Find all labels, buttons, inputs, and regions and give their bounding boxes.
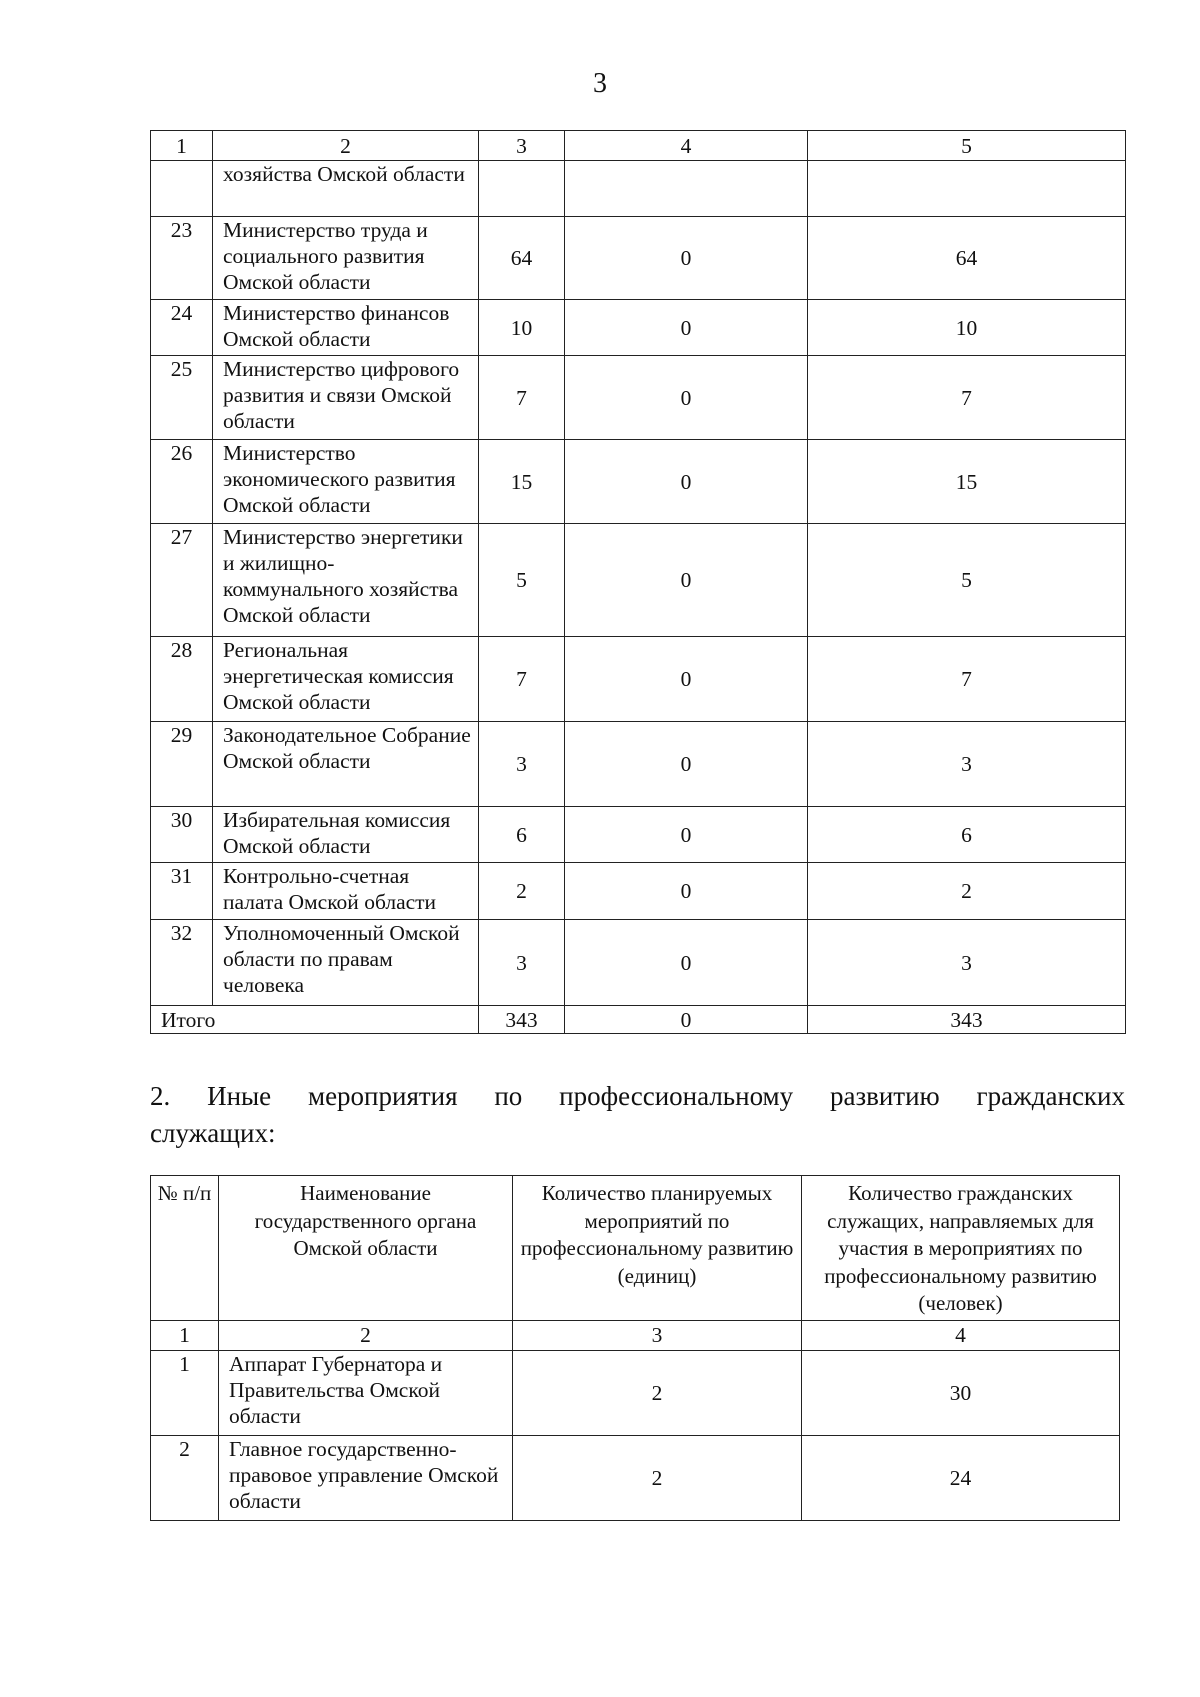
table-row: [151, 1350, 1120, 1435]
organ-name: Региональная энергетическая комиссия Омской области: [213, 637, 479, 722]
value-col4: 0: [565, 863, 808, 920]
value-col5: 64: [808, 217, 1126, 300]
column-number: 2: [219, 1320, 513, 1350]
column-number: 5: [808, 131, 1126, 161]
value-col5: 15: [808, 440, 1126, 524]
total-col3: 343: [479, 1006, 565, 1034]
table-row: [151, 356, 1126, 440]
table-row: [151, 807, 1126, 863]
column-number: 3: [513, 1320, 802, 1350]
value-col4: [565, 161, 808, 217]
column-number: 3: [479, 131, 565, 161]
row-number: 29: [151, 722, 213, 807]
row-number: 25: [151, 356, 213, 440]
organ-name: Аппарат Губернатора и Правительства Омской области: [219, 1350, 513, 1435]
organ-name: Уполномоченный Омской области по правам человека: [213, 920, 479, 1006]
value-col3: 15: [479, 440, 565, 524]
row-number: 2: [151, 1435, 219, 1520]
page-number: 3: [593, 68, 607, 99]
header-row: [151, 1176, 1120, 1321]
value-col4: 0: [565, 356, 808, 440]
row-number: 23: [151, 217, 213, 300]
value-col5: 7: [808, 356, 1126, 440]
total-col4: 0: [565, 1006, 808, 1034]
column-number-row: [151, 1320, 1120, 1350]
table-row: [151, 524, 1126, 637]
value-col4: 0: [565, 300, 808, 356]
table-row: [151, 217, 1126, 300]
organ-name: Министерство экономического развития Омской области: [213, 440, 479, 524]
value-col3: 6: [479, 807, 565, 863]
row-number: 26: [151, 440, 213, 524]
column-number: 4: [565, 131, 808, 161]
value-col4: 0: [565, 920, 808, 1006]
value-col4: 0: [565, 440, 808, 524]
header-organ-name: Наименование государственного органа Омской области: [219, 1176, 513, 1321]
value-col4: 0: [565, 722, 808, 807]
table-row: [151, 161, 1126, 217]
value-col5: 6: [808, 807, 1126, 863]
row-number: 1: [151, 1350, 219, 1435]
row-number: 32: [151, 920, 213, 1006]
row-number: 31: [151, 863, 213, 920]
row-number: 24: [151, 300, 213, 356]
table-row: [151, 920, 1126, 1006]
total-col5: 343: [808, 1006, 1126, 1034]
value-col5: [808, 161, 1126, 217]
section-heading: 2. Иные мероприятия по профессиональному развитию гражданских: [150, 1081, 1125, 1111]
value-col4: 0: [565, 524, 808, 637]
row-number: 27: [151, 524, 213, 637]
table-row: [151, 300, 1126, 356]
value-col4: 0: [565, 637, 808, 722]
value-col4: 30: [802, 1350, 1120, 1435]
column-number-row: [151, 131, 1126, 161]
column-number: 1: [151, 1320, 219, 1350]
organ-name: Контрольно-счетная палата Омской области: [213, 863, 479, 920]
value-col3: 64: [479, 217, 565, 300]
value-col3: 10: [479, 300, 565, 356]
organ-name: Избирательная комиссия Омской области: [213, 807, 479, 863]
organ-name: хозяйства Омской области: [213, 161, 479, 217]
row-number: 30: [151, 807, 213, 863]
value-col3: 3: [479, 920, 565, 1006]
value-col5: 3: [808, 920, 1126, 1006]
value-col5: 3: [808, 722, 1126, 807]
value-col5: 5: [808, 524, 1126, 637]
header-events-count: Количество планируемых мероприятий по профессиональному развитию (единиц): [513, 1176, 802, 1321]
header-number: № п/п: [151, 1176, 219, 1321]
table-row: [151, 637, 1126, 722]
organ-name: Главное государственно-правовое управление Омской области: [219, 1435, 513, 1520]
organ-name: Министерство энергетики и жилищно-коммунального хозяйства Омской области: [213, 524, 479, 637]
table-row: [151, 863, 1126, 920]
value-col3: [479, 161, 565, 217]
organ-name: Министерство финансов Омской области: [213, 300, 479, 356]
header-employees-count: Количество гражданских служащих, направляемых для участия в мероприятиях по профессиональному развитию (человек): [802, 1176, 1120, 1321]
organ-name: Министерство цифрового развития и связи Омской области: [213, 356, 479, 440]
total-label: Итого: [151, 1006, 479, 1034]
table-row: [151, 440, 1126, 524]
organ-name: Министерство труда и социального развития Омской области: [213, 217, 479, 300]
table-row: [151, 722, 1126, 807]
value-col3: 7: [479, 637, 565, 722]
row-number: [151, 161, 213, 217]
value-col4: 0: [565, 807, 808, 863]
total-row: [151, 1006, 1126, 1034]
value-col5: 7: [808, 637, 1126, 722]
organ-name: Законодательное Собрание Омской области: [213, 722, 479, 807]
value-col3: 2: [479, 863, 565, 920]
section-heading-continuation: служащих:: [150, 1118, 276, 1148]
column-number: 2: [213, 131, 479, 161]
value-col3: 5: [479, 524, 565, 637]
row-number: 28: [151, 637, 213, 722]
column-number: 1: [151, 131, 213, 161]
value-col3: 2: [513, 1350, 802, 1435]
table-row: [151, 1435, 1120, 1520]
value-col3: 7: [479, 356, 565, 440]
value-col4: 24: [802, 1435, 1120, 1520]
value-col5: 10: [808, 300, 1126, 356]
allocation-table: [150, 130, 1126, 1034]
events-table: [150, 1175, 1120, 1521]
value-col5: 2: [808, 863, 1126, 920]
value-col4: 0: [565, 217, 808, 300]
value-col3: 2: [513, 1435, 802, 1520]
column-number: 4: [802, 1320, 1120, 1350]
value-col3: 3: [479, 722, 565, 807]
